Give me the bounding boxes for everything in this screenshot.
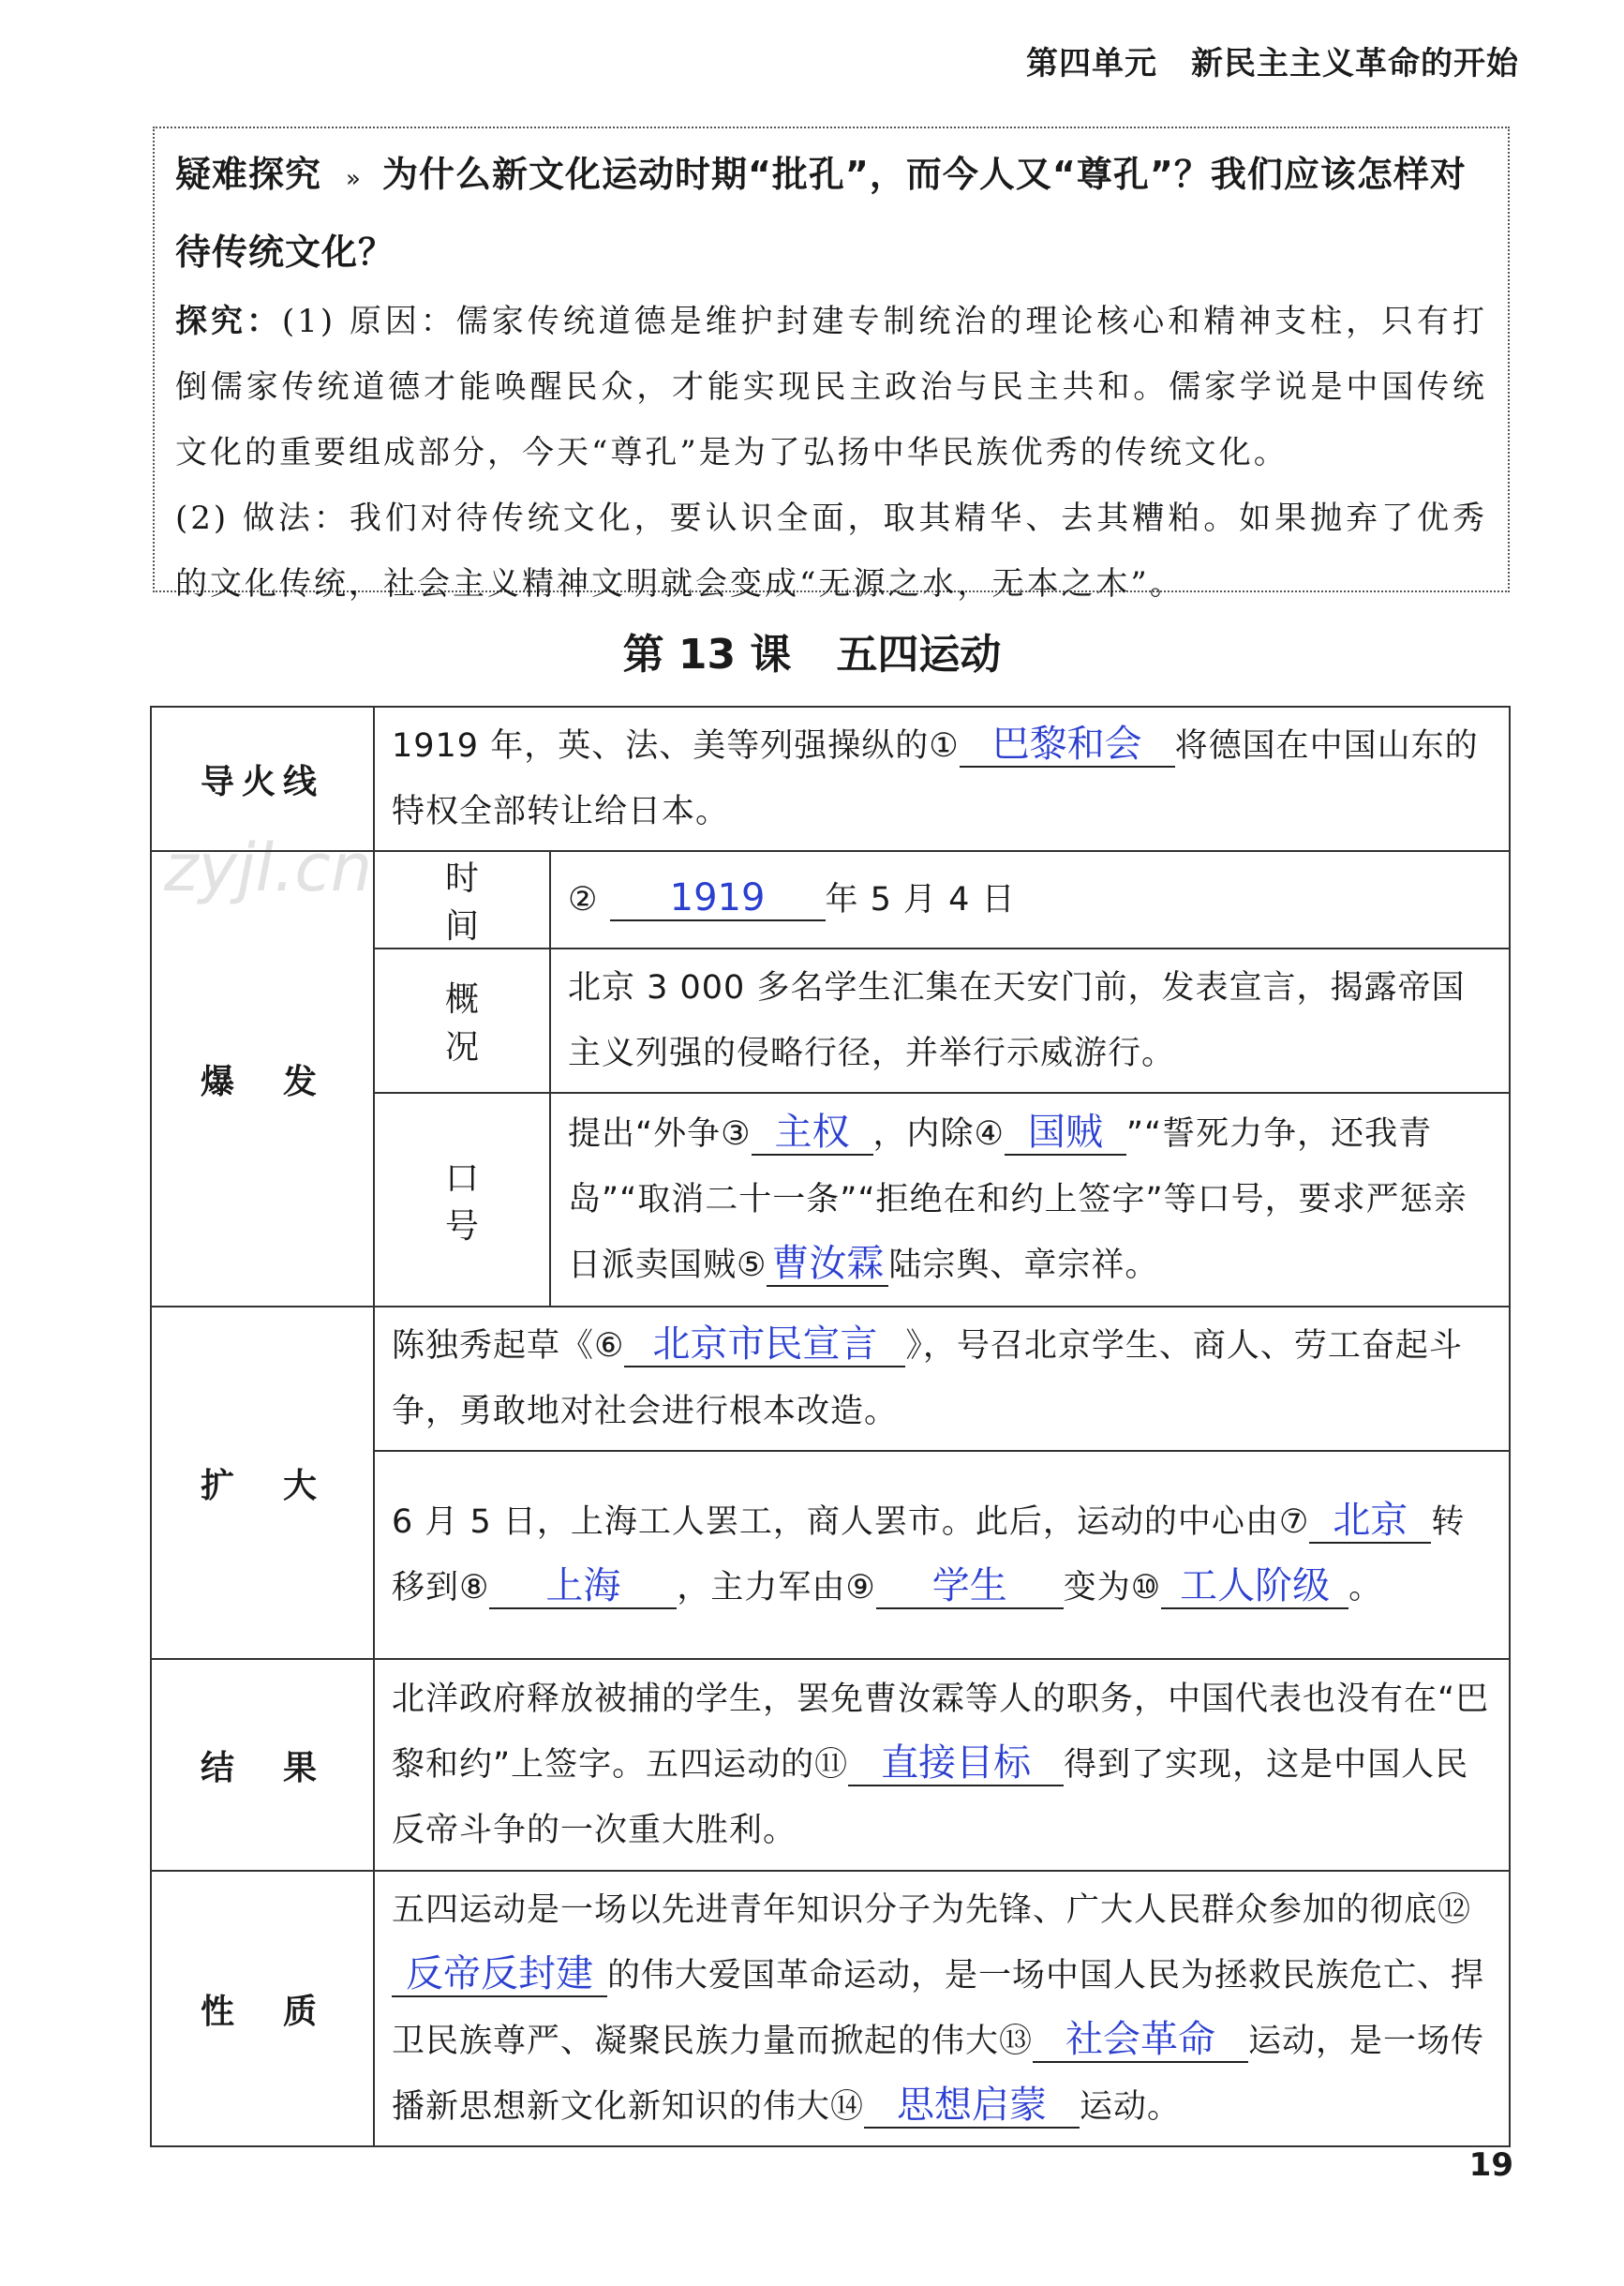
answer-blank-11: 直接目标 <box>848 1741 1064 1786</box>
sub-label-slogan: 口号 <box>374 1093 550 1307</box>
expand-content-2 <box>374 1451 1510 1659</box>
slogan-text-4: 陆宗舆、章宗祥。 <box>888 1247 1159 1284</box>
answer-blank-3: 主权 <box>752 1111 873 1156</box>
unit-label: 第四单元 <box>1026 45 1157 82</box>
row-label-fuse: 导火线 <box>151 707 374 851</box>
answer-part-1: (1) 原因：儒家传统道德是维护封建专制统治的理论核心和精神支柱，只有打倒儒家传统道德才能唤醒民众，才能实现民主政治与民主共和。儒家学说是中国传统文化的重要组成部分，今天“尊孔”是为了弘扬中华民族优秀的传统文化。 <box>175 303 1488 471</box>
table-row-expand-1 <box>151 1307 1510 1451</box>
explore-answer-2 <box>175 486 1487 617</box>
row-label-outbreak: 爆 发 <box>151 851 374 1307</box>
lesson-name: 五四运动 <box>836 631 1002 679</box>
unit-header <box>1026 37 1519 83</box>
fuse-text-1: 1919 年，英、法、美等列强操纵的① <box>392 727 960 765</box>
answer-blank-8: 上海 <box>489 1564 677 1609</box>
answer-blank-6: 北京市民宣言 <box>624 1322 905 1367</box>
answer-blank-12: 反帝反封建 <box>392 1952 607 1997</box>
explore-box <box>153 127 1510 603</box>
expand-text-5: ，主力军由⑨ <box>677 1569 876 1606</box>
expand-text-7: 。 <box>1348 1569 1383 1606</box>
table-row-result <box>151 1659 1510 1871</box>
sub-label-time: 时间 <box>374 851 550 949</box>
table-row-fuse <box>151 707 1510 851</box>
answer-blank-7: 北京 <box>1309 1499 1431 1544</box>
time-text: 年 5 月 4 日 <box>825 881 1016 919</box>
sub-label-overview: 概况 <box>374 949 550 1093</box>
slogan-text-1: 提出“外争③ <box>568 1115 752 1153</box>
unit-title: 新民主主义革命的开始 <box>1191 45 1519 82</box>
answer-blank-9: 学生 <box>876 1564 1064 1609</box>
expand-text-1: 陈独秀起草《⑥ <box>392 1327 625 1365</box>
explore-question <box>175 138 1487 289</box>
expand-text-2: 》，号召北京学生、商人、劳工奋起斗争，勇敢地对社会进行根本改造。 <box>392 1327 1463 1430</box>
lesson-title <box>0 620 1624 680</box>
time-content <box>550 851 1510 949</box>
result-text-2: 得到了实现，这是中国人民反帝斗争的一次重大胜利。 <box>392 1746 1469 1849</box>
answer-blank-10: 工人阶级 <box>1161 1564 1348 1609</box>
row-label-result: 结 果 <box>151 1659 374 1871</box>
result-content <box>374 1659 1510 1871</box>
answer-part-2: (2) 做法：我们对待传统文化，要认识全面，取其精华、去其糟粕。如果抛弃了优秀的文化传统，社会主义精神文明就会变成“无源之水，无本之木”。 <box>175 500 1487 603</box>
answer-blank-14: 思想启蒙 <box>864 2084 1080 2129</box>
fuse-text-2: 将德国在中国山东的特权全部转让给日本。 <box>392 727 1479 830</box>
fuse-content <box>374 707 1510 851</box>
nature-text-4: 运动。 <box>1080 2088 1182 2126</box>
nature-text-3: 运动，是一场传播新思想新文化新知识的伟大⑭ <box>392 2023 1485 2126</box>
page-number: 19 <box>1468 2146 1513 2184</box>
table-row-time <box>151 851 1510 949</box>
row-label-nature: 性 质 <box>151 1871 374 2146</box>
expand-text-3: 6 月 5 日，上海工人罢工，商人罢市。此后，运动的中心由⑦ <box>392 1503 1310 1541</box>
overview-content: 北京 3 000 多名学生汇集在天安门前，发表宣言，揭露帝国主义列强的侵略行径，并举行示威游行。 <box>550 949 1510 1093</box>
answer-blank-1: 巴黎和会 <box>960 723 1175 768</box>
nature-text-2: 的伟大爱国革命运动，是一场中国人民为拯救民族危亡、捍卫民族尊严、凝聚民族力量而掀起的伟大⑬ <box>392 1957 1485 2060</box>
answer-blank-4: 国贼 <box>1005 1111 1126 1156</box>
lesson-number: 第 13 课 <box>622 631 792 679</box>
table-row-nature <box>151 1871 1510 2146</box>
slogan-content <box>550 1093 1510 1307</box>
watermark: zyjl.cn <box>164 829 373 906</box>
nature-text-1: 五四运动是一场以先进青年知识分子为先锋、广大人民群众参加的彻底⑫ <box>392 1891 1472 1929</box>
expand-text-4: 转移到⑧ <box>392 1503 1466 1606</box>
question-text: 为什么新文化运动时期“批孔”，而今人又“尊孔”？我们应该怎样对待传统文化？ <box>175 154 1467 273</box>
nature-content <box>374 1871 1510 2146</box>
expand-text-6: 变为⑩ <box>1063 1569 1162 1606</box>
slogan-text-3: ”“誓死力争，还我青岛”“取消二十一条”“拒绝在和约上签字”等口号，要求严惩亲日派卖国贼⑤ <box>568 1115 1468 1284</box>
answer-blank-13: 社会革命 <box>1033 2018 1248 2063</box>
explore-label: 疑难探究 <box>175 154 322 195</box>
answer-blank-5: 曹汝霖 <box>767 1242 888 1287</box>
lesson-table <box>150 706 1511 2147</box>
result-text-1: 北洋政府释放被捕的学生，罢免曹汝霖等人的职务，中国代表也没有在“巴黎和约”上签字。五四运动的⑪ <box>392 1681 1490 1784</box>
time-num: ② <box>568 881 599 919</box>
explore-answer <box>175 289 1487 486</box>
answer-blank-2: 1919 <box>610 876 826 921</box>
row-label-expand: 扩 大 <box>151 1307 374 1659</box>
answer-label: 探究： <box>175 303 282 340</box>
chevron-right-icon: » <box>346 165 362 193</box>
expand-content-1 <box>374 1307 1510 1451</box>
slogan-text-2: ，内除④ <box>872 1115 1005 1153</box>
